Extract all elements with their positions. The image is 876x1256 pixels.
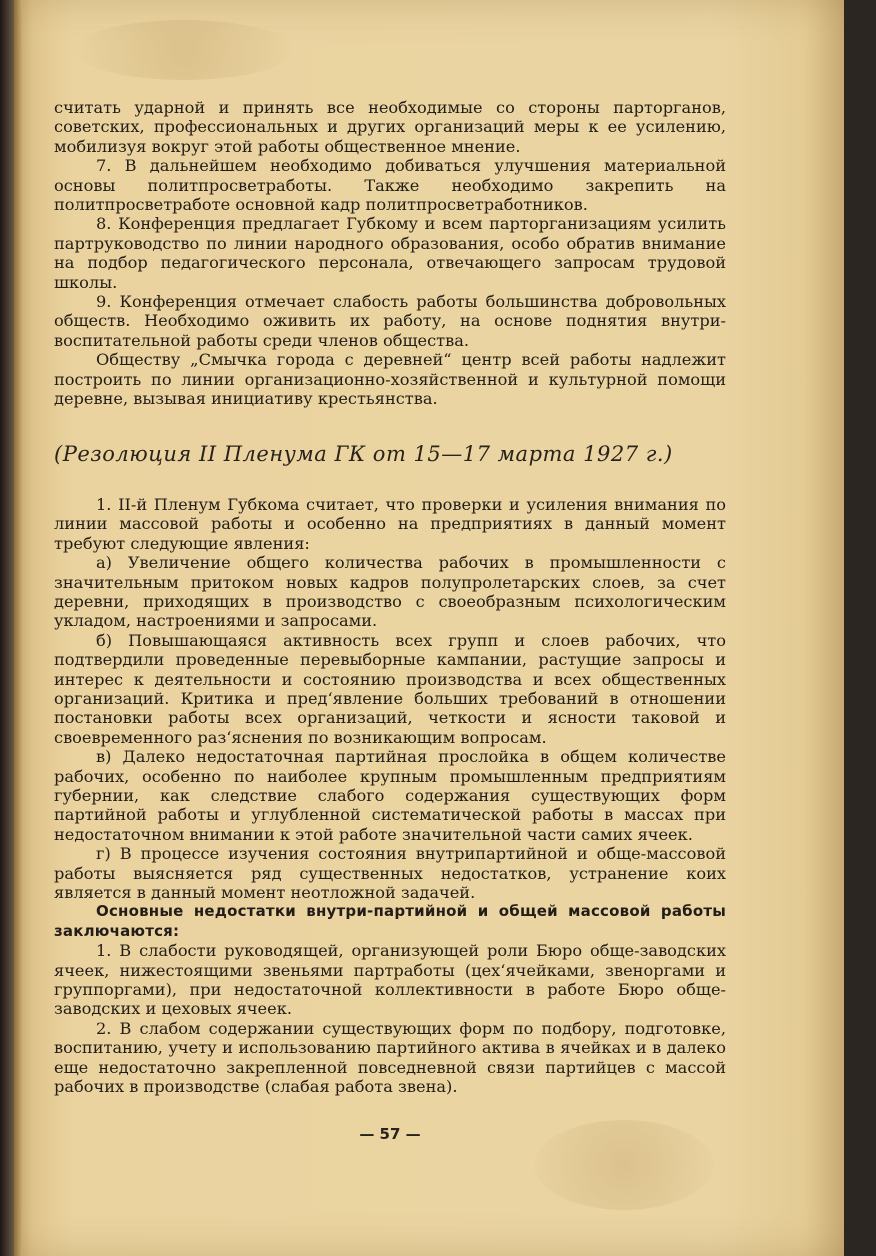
book-spine [0,0,14,1256]
paragraph-shortcoming-1: 1. В слабости руководящей, организующей роли Бюро обще-заводских ячеек, нижестоящими звеньями партработы (цех‘ячейками, звеноргами и группоргами), при недостаточной коллективности в работе Бюро обще-заводских и цеховых ячеек. [54,941,726,1019]
paragraph-item-9: 9. Конференция отмечает слабость работы большинства добровольных обществ. Необходимо оживить их работу, на основе поднятия внутри-воспитательной работы среди членов общества. [54,292,726,350]
bold-heading: Основные недостатки внутри-партийной и общей массовой работы заключаются: [54,902,726,940]
paragraph-g: г) В процессе изучения состояния внутрипартийной и обще-массовой работы выясняется ряд существенных недостатков, устранение коих является в данный момент неотложной задачей. [54,844,726,903]
paper-stain [74,20,294,80]
paragraph-item-7: 7. В дальнейшем необходимо добиваться улучшения материальной основы политпросветработы. Также необходимо закрепить на политпросветработе основной кадр политпросветработников. [54,156,726,215]
paragraph-smychka: Обществу „Смычка города с деревней“ центр всей работы надлежит построить по линии организационно-хозяйственной и культурной помощи деревне, вызывая инициативу крестьянства. [54,350,726,409]
page-content [54,98,726,1143]
paragraph-shortcoming-2: 2. В слабом содержании существующих форм по подбору, подготовке, воспитанию, учету и использованию партийного актива в ячейках и в далеко еще недостаточно закрепленной повседневной связи партийцев с массой рабочих в производстве (слабая работа звена). [54,1018,726,1097]
paragraph-b: б) Повышающаяся активность всех групп и слоев рабочих, что подтвердили проведенные перевыборные кампании, растущие запросы и интерес к деятельности и состоянию производства и всех общественных организаций. Критика и пред‘явление больших требований в отношении постановки работы всех организаций, четкости и ясности таковой и своевременного раз‘яснения по возникающим вопросам. [54,630,726,747]
document-page [14,0,848,1256]
page-number: — 57 — [359,1125,421,1143]
paragraph-v: в) Далеко недостаточная партийная прослойка в общем количестве рабочих, особенно по наиболее крупным промышленным предприятиям губернии, как следствие слабого содержания существующих форм партийной работы и углубленной систематической работы в массах при недостаточном внимании к этой работе значительной части самих ячеек. [54,747,726,844]
paragraph-continuation: считать ударной и принять все необходимые со стороны парторганов, советских, профессиональных и других организаций меры к ее усилению, мобилизуя вокруг этой работы общественное мнение. [54,98,726,156]
paragraph-item-8: 8. Конференция предлагает Губкому и всем парторганизациям усилить партруководство по линии народного образования, особо обратив внимание на подбор педагогического персонала, отвечающего запросам трудовой школы. [54,214,726,292]
resolution-title: (Резолюция II Пленума ГК от 15—17 марта 1927 г.) [54,441,673,466]
paragraph-plenum-1: 1. II-й Пленум Губкома считает, что проверки и усиления внимания по линии массовой работы и особенно на предприятиях в данный момент требуют следующие явления: [54,494,726,553]
paragraph-a: а) Увеличение общего количества рабочих в промышленности с значительным притоком новых кадров полупролетарских слоев, за счет деревни, приходящих в производство с своеобразным психологическим укладом, настроениями и запросами. [54,553,726,631]
